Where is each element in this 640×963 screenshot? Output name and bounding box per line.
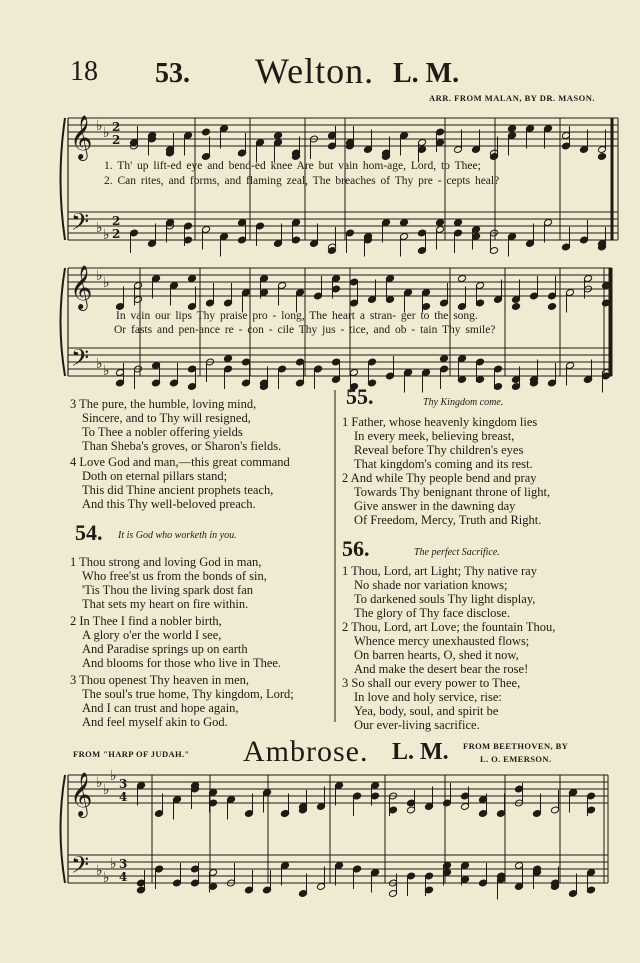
welton-system-2-treble-note	[187, 275, 196, 283]
time-sig: 3	[119, 857, 128, 871]
stanza-line: Give answer in the dawning day	[354, 499, 516, 513]
ambrose-source-left: FROM "HARP OF JUDAH."	[73, 749, 190, 759]
system1-lyric-line-1: 1. Th' up lift-ed eye and bend-ed knee Are but vain hom-age, Lord, to Thee;	[104, 160, 481, 172]
welton-system-1-treble-note	[201, 128, 210, 136]
stanza-line: 2 In Thee I find a nobler birth,	[70, 614, 222, 628]
hymn-54-subtitle: It is God who worketh in you.	[118, 530, 237, 541]
stanza-line: Yea, body, soul, and spirit be	[354, 704, 499, 718]
ambrose-system-treble-note	[352, 792, 361, 800]
key-flat: ♭	[103, 227, 110, 243]
hymn-54-stanza-2	[70, 614, 281, 670]
welton-system-2-treble-note	[511, 303, 520, 311]
stanza-line: And blooms for those who live in Thee.	[82, 656, 282, 670]
stanza-line: Who free'st us from the bonds of sin,	[82, 569, 267, 583]
stanza-line: Whence mercy unexhausted flows;	[354, 634, 530, 648]
stanza-line: 2 And while Thy people bend and pray	[342, 471, 537, 485]
ambrose-system-bass-note	[370, 869, 379, 877]
welton-system-1-bass-note	[327, 247, 336, 255]
key-flat: ♭	[103, 782, 110, 798]
time-sig: 4	[119, 870, 128, 884]
stanza-line: Reveal before Thy children's eyes	[354, 443, 524, 457]
welton-system-2-bass-note	[439, 355, 448, 363]
stanza-line: And this Thy well-beloved preach.	[82, 497, 256, 511]
system1-lyric-line-2: 2. Can rites, and forms, and flaming zeal, The breaches of Thy pre - cepts heal?	[104, 175, 500, 187]
stanza-line: Doth on eternal pillars stand;	[82, 469, 228, 483]
hymn-53-stanza-3	[70, 397, 281, 453]
stanza-line: To darkened souls Thy light display,	[354, 592, 536, 606]
stanza-line: To Thee a nobler offering yields	[82, 425, 243, 439]
key-flat: ♭	[96, 356, 103, 372]
hymn-56-number: 56.	[342, 536, 370, 561]
stanza-line: And Paradise springs up on earth	[82, 642, 248, 656]
key-flat: ♭	[96, 118, 103, 134]
ambrose-system-bass-note	[352, 865, 361, 873]
stanza-line: 1 Thou, Lord, art Light; Thy native ray	[342, 564, 537, 578]
stanza-line: In every meek, believing breast,	[354, 429, 515, 443]
key-flat: ♭	[110, 856, 117, 872]
treble-clef: 𝄞	[70, 265, 93, 309]
stanza-line: That kingdom's coming and its rest.	[354, 457, 533, 471]
hymn-54-number: 54.	[75, 520, 103, 545]
key-flat: ♭	[103, 363, 110, 379]
hymn-55-stanza-1	[342, 415, 537, 471]
hymn-55-stanza-2	[342, 471, 550, 527]
hymn-53-arranger: ARR. FROM MALAN, BY DR. MASON.	[428, 93, 595, 103]
key-flat: ♭	[96, 775, 103, 791]
stanza-line: 'Tis Thou the living spark dost fan	[82, 583, 254, 597]
stanza-line: That sets my heart on fire within.	[82, 597, 249, 611]
stanza-line: In love and holy service, rise:	[354, 690, 502, 704]
welton-system-1-bass-note	[399, 219, 408, 227]
stanza-line: The glory of Thy face disclose.	[354, 606, 510, 620]
hymn-55-subtitle: Thy Kingdom come.	[423, 397, 504, 408]
key-flat: ♭	[103, 275, 110, 291]
stanza-line: The soul's true home, Thy kingdom, Lord;	[82, 687, 294, 701]
stanza-line: 1 Father, whose heavenly kingdom lies	[342, 415, 538, 429]
ambrose-meter: L. M.	[392, 739, 449, 765]
stanza-line: And feel myself akin to God.	[82, 715, 228, 729]
hymn-53-number: 53.	[155, 58, 190, 89]
ambrose-title: Ambrose.	[243, 735, 369, 768]
key-flat: ♭	[96, 220, 103, 236]
key-flat: ♭	[103, 870, 110, 886]
hymn-53-meter: L. M.	[393, 58, 460, 89]
key-flat: ♭	[103, 125, 110, 141]
stanza-line: 3 So shall our every power to Thee,	[342, 676, 521, 690]
ambrose-system-treble-note	[280, 810, 289, 818]
bass-clef: 𝄢	[71, 344, 90, 377]
welton-system-1-treble-note	[507, 125, 516, 133]
stanza-line: No shade nor variation knows;	[354, 578, 508, 592]
hymn-53-stanza-4	[70, 455, 290, 511]
hymn-56-stanza-2	[342, 620, 555, 676]
stanza-line: Sincere, and to Thy will resigned,	[82, 411, 251, 425]
system2-lyric-line-1: In vain our lips Thy praise pro - long, The heart a stran- ger to the song.	[116, 310, 478, 322]
welton-system-1-bass-note	[435, 219, 444, 227]
stanza-line: Our ever-living sacrifice.	[354, 718, 480, 732]
welton-system-1-brace	[61, 118, 66, 240]
welton-system-2-treble-note	[547, 303, 556, 311]
key-flat: ♭	[110, 768, 117, 784]
welton-system-2-treble-note	[457, 275, 466, 283]
welton-system-1-treble-note	[273, 132, 282, 140]
stanza-line: And I can trust and hope again,	[82, 701, 239, 715]
bass-clef: 𝄢	[71, 851, 90, 884]
hymn-56-stanza-3	[342, 676, 520, 732]
ambrose-source-right-1: FROM BEETHOVEN, BY	[463, 741, 569, 751]
stanza-line: 3 The pure, the humble, loving mind,	[70, 397, 257, 411]
hymn-54-stanza-1	[70, 555, 267, 611]
treble-clef: 𝄞	[70, 772, 93, 816]
welton-system-1-treble-note	[597, 153, 606, 161]
time-sig: 3	[119, 777, 128, 791]
system2-lyric-line-2: Or fasts and pen-ance re - con - cile Thy jus - tice, and ob - tain Thy smile?	[114, 324, 496, 336]
time-sig: 2	[112, 227, 121, 241]
ambrose-system-brace	[61, 775, 66, 883]
time-sig: 2	[112, 214, 121, 228]
stanza-line: 4 Love God and man,—this great command	[70, 455, 290, 469]
stanza-line: And make the desert bear the rose!	[354, 662, 529, 676]
stanza-line: Than Sheba's groves, or Sharon's fields.	[82, 439, 282, 453]
stanza-line: Towards Thy benignant throne of light,	[354, 485, 551, 499]
treble-clef: 𝄞	[70, 115, 93, 159]
ambrose-system-bass-note	[154, 865, 163, 873]
hymn-56-stanza-1	[342, 564, 537, 620]
stanza-line: 1 Thou strong and loving God in man,	[70, 555, 262, 569]
page-number: 18	[70, 56, 98, 87]
welton-system-2-bass-note	[223, 355, 232, 363]
welton-system-1-bass-note	[453, 219, 462, 227]
hymn-54-stanza-3	[70, 673, 294, 729]
stanza-line: This did Thine ancient prophets teach,	[82, 483, 274, 497]
welton-system-2-brace	[61, 268, 66, 376]
ambrose-source-right-2: L. O. EMERSON.	[480, 754, 552, 764]
time-sig: 2	[112, 133, 121, 147]
time-sig: 4	[119, 790, 128, 804]
key-flat: ♭	[96, 268, 103, 284]
ambrose-system-treble-note	[568, 789, 577, 797]
hymn-55-number: 55.	[346, 384, 374, 409]
stanza-line: Of Freedom, Mercy, Truth and Right.	[354, 513, 542, 527]
hymn-53-title: Welton.	[255, 51, 375, 91]
welton-system-2-bass-note	[583, 376, 592, 384]
hymn-56-subtitle: The perfect Sacrifice.	[414, 547, 500, 558]
stanza-line: On barren hearts, O, shed it now,	[354, 648, 519, 662]
stanza-line: A glory o'er the world I see,	[82, 628, 222, 642]
stanza-line: 2 Thou, Lord, art Love; the fountain Thou,	[342, 620, 556, 634]
bass-clef: 𝄢	[71, 208, 90, 241]
stanza-line: 3 Thou openest Thy heaven in men,	[70, 673, 250, 687]
time-sig: 2	[112, 120, 121, 134]
key-flat: ♭	[96, 863, 103, 879]
